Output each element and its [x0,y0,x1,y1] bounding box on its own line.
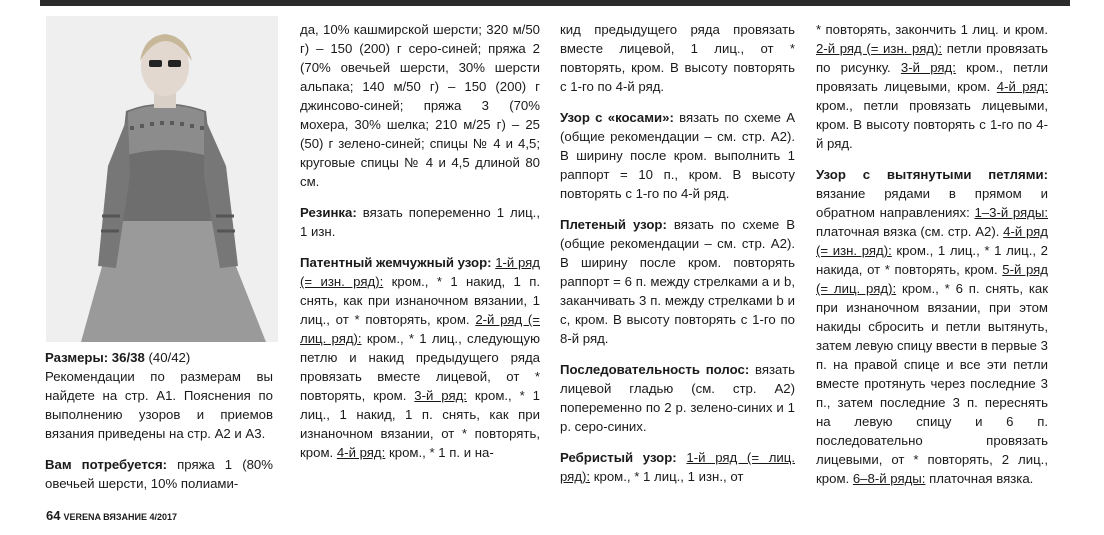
page-number: 64 [46,508,61,523]
cable-paragraph: Узор с «косами»: вязать по схеме А (общие рекомендации – см. стр. А2). В ширину после кром. выполнить 1 раппорт = 10 п., кром. В высоту повторять с 1-го по 4-й ряд. [560,110,796,201]
ribbed-label: Ребристый узор: [560,450,677,465]
sizes-label: Размеры: 36/38 [45,350,145,365]
materials-paragraph: Вам потребуется: пряжа 1 (80% овечьей шерсти, 10% полиами- [45,457,273,491]
sweater-model-image [46,16,278,342]
stripes-paragraph: Последовательность полос: вязать лицевой гладью (см. стр. А2) попеременно по 2 р. зелено-синих и 1 р. серо-синих. [560,362,795,434]
braid-label: Плетеный узор: [560,217,667,232]
column-1 [45,348,273,505]
loops-label: Узор с вытянутыми петлями: [816,167,1048,182]
materials-continued: да, 10% кашмирской шерсти; 320 м/50 г) – 150 (200) г серо-синей; пряжа 2 (70% овечьей шерсти, 30% шерсти альпака; 140 м/50 г) – 150 (200) г джинсово-синей; пряжа 3 (70% мохера, 30% шелка; 210 м/25 г) – 25 (50) г зелено-синей; спицы № 4 и 4,5; круговые спицы № 4 и 4,5 длиной 80 см. [300,22,540,189]
top-rule [40,0,1070,6]
column-2 [300,20,540,474]
rib-paragraph: Резинка: вязать попеременно 1 лиц., 1 изн. [300,205,540,239]
model-photo [46,16,278,342]
patent-label: Патентный жемчужный узор: [300,255,492,270]
patent-continued: кид предыдущего ряда провязать вместе лицевой, 1 лиц., от * повторять, кром. В высоту повторять с 1-го по 4-й ряд. [560,22,795,94]
sizes-paragraph: Размеры: 36/38 (40/42) Рекомендации по размерам вы найдете на стр. А1. Пояснения по выполнению узоров и приемов вязания приведены на стр. А2 и А3. [45,350,273,441]
column-4 [816,20,1048,500]
page-footer [46,508,177,523]
braid-paragraph: Плетеный узор: вязать по схеме В (общие рекомендации – см. стр. А2). В ширину после кром. повторять раппорт = 6 п. между стрелками a и b, заканчивать 3 п. между стрелками b и c, кром. В высоту повторять с 1-го по 8-й ряд. [560,217,796,346]
cable-label: Узор с «косами»: [560,110,674,125]
ribbed-continued: * повторять, закончить 1 лиц. и кром. 2-й ряд (= изн. ряд): петли провязать по рисунку. 3-й ряд: кром., петли провязать лицевыми, кром. 4-й ряд: кром., петли провязать лицевыми, кром. В высоту повторять с 1-го по 4-й ряд. [816,22,1048,151]
stripes-label: Последовательность полос: [560,362,750,377]
sizes-text: Рекомендации по размерам вы найдете на стр. А1. Пояснения по выполнению узоров и приемов вязания приведены на стр. А2 и А3. [45,369,273,441]
loops-paragraph: Узор с вытянутыми петлями: вязание рядами в прямом и обратном направлениях: 1–3-й ряды: платочная вязка (см. стр. А2). 4-й ряд (= изн. ряд): кром., 1 лиц., * 1 лиц., 2 накида, от * повторять, кром. 5-й ряд (= лиц. ряд): кром., * 6 п. снять, как при изнаночном вязании, при этом накиды сбросить и петли вытянуть, затем левую спицу ввести в первые 3 п. на правой спице и все эти петли вместе протянуть через последние 3 п., затем последние 3 п. переснять на левую спицу и 6 п. последовательно провязать лицевыми, от * повторять, 2 лиц., кром. 6–8-й ряды: платочная вязка. [816,167,1049,486]
column-3 [560,20,795,498]
patent-paragraph: Патентный жемчужный узор: 1-й ряд (= изн. ряд): кром., * 1 накид, 1 п. снять, как при изнаночном вязании, 1 лиц., от * повторять, кром. 2-й ряд (= лиц. ряд): кром., * 1 лиц., следующую петлю и накид предыдущего ряда провязать вместе лицевой, от * повторять, кром. 3-й ряд: кром., * 1 лиц., 1 накид, 1 п. снять, как при изнаночном вязании, от * повторять, кром. 4-й ряд: кром., * 1 п. и на- [300,255,540,460]
magazine-title: VERENA ВЯЗАНИЕ 4/2017 [63,512,178,522]
materials-label: Вам потребуется: [45,457,168,472]
ribbed-paragraph: Ребристый узор: 1-й ряд (= лиц. ряд): кром., * 1 лиц., 1 изн., от [560,450,795,484]
rib-label: Резинка: [300,205,357,220]
